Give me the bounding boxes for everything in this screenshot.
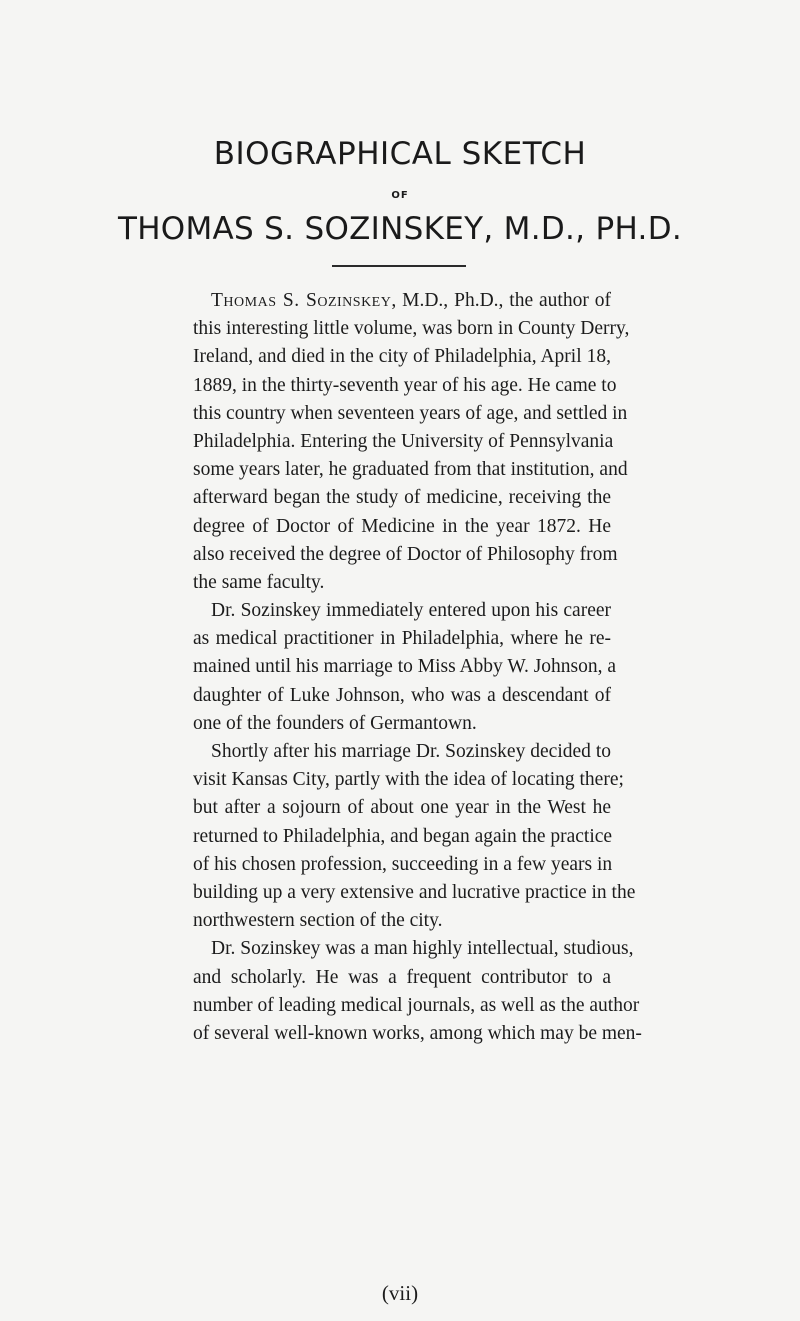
paragraph-line: [193, 287, 611, 315]
lead-name-small-caps: Thomas S. Sozinskey: [211, 290, 392, 311]
paragraph-line: Ireland, and died in the city of Philadelphia, April 18,: [193, 346, 611, 368]
paragraph-line: number of leading medical journals, as well as the author: [193, 994, 640, 1016]
title-divider: [332, 265, 466, 267]
paragraph-line: the same faculty.: [193, 571, 325, 593]
paragraph-line: 1889, in the thirty-seventh year of his age. He came to: [193, 374, 617, 396]
paragraph-line: Shortly after his marriage Dr. Sozinskey decided to: [211, 741, 611, 762]
paragraph-line: returned to Philadelphia, and began again the practice: [193, 825, 613, 847]
paragraph-line: and scholarly. He was a frequent contributor to a: [193, 966, 611, 988]
paragraph-line: one of the founders of Germantown.: [193, 712, 477, 734]
paragraph-line: daughter of Luke Johnson, who was a descendant of: [193, 684, 611, 706]
paragraph-line: some years later, he graduated from that institution, and: [193, 459, 628, 481]
title-connector: OF: [391, 190, 409, 201]
line-text: , M.D., Ph.D., the author of: [391, 290, 611, 311]
biography-text: [193, 287, 642, 1048]
paragraph-line: this interesting little volume, was born in County Derry,: [193, 318, 630, 340]
paragraph-line: building up a very extensive and lucrative practice in the: [193, 881, 636, 903]
paragraph-line: also received the degree of Doctor of Philosophy from: [193, 543, 618, 565]
paragraph-line: Dr. Sozinskey immediately entered upon his career: [211, 600, 611, 622]
subject-name: THOMAS S. SOZINSKEY, M.D., PH.D.: [117, 211, 683, 247]
paragraph-line: mained until his marriage to Miss Abby W. Johnson, a: [193, 656, 617, 678]
paragraph-line: Dr. Sozinskey was a man highly intellectual, studious,: [211, 938, 634, 960]
paragraph-line: Philadelphia. Entering the University of Pennsylvania: [193, 430, 614, 452]
paragraph-line: visit Kansas City, partly with the idea of locating there;: [193, 769, 624, 791]
page-number: (vii): [381, 1281, 419, 1305]
paragraph-line: but after a sojourn of about one year in the West he: [193, 797, 611, 819]
paragraph-line: this country when seventeen years of age, and settled in: [193, 402, 628, 424]
paragraph-line: of several well-known works, among which may be men-: [193, 1022, 642, 1044]
sketch-title: BIOGRAPHICAL SKETCH: [213, 136, 587, 172]
paragraph-line: northwestern section of the city.: [193, 910, 443, 932]
paragraph-line: of his chosen profession, succeeding in a few years in: [193, 853, 613, 875]
paragraph-line: as medical practitioner in Philadelphia, where he re-: [193, 628, 611, 650]
paragraph-line: degree of Doctor of Medicine in the year 1872. He: [193, 515, 611, 537]
paragraph-line: afterward began the study of medicine, receiving the: [193, 487, 611, 509]
